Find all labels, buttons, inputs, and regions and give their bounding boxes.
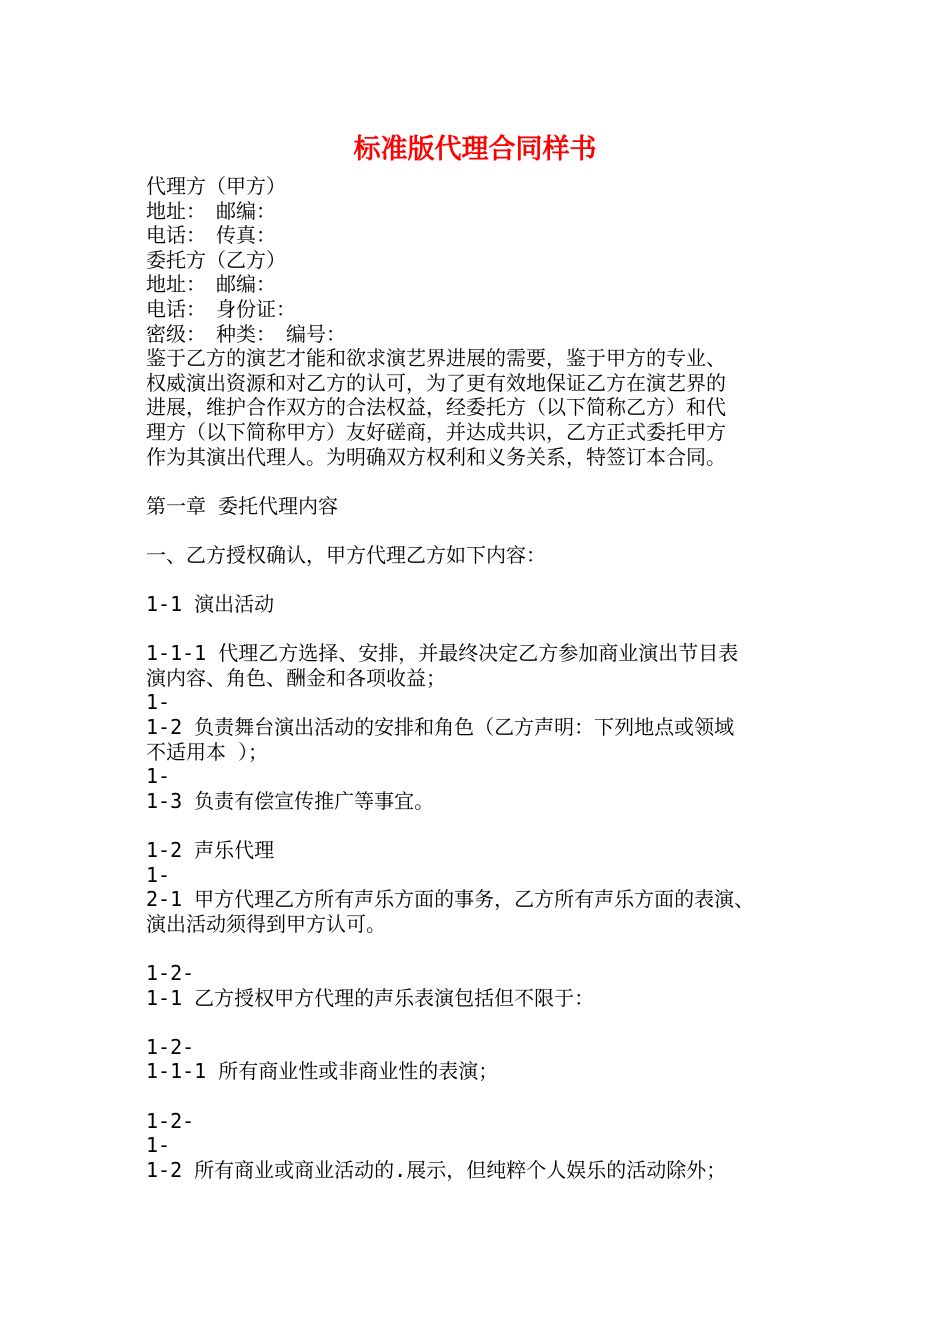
text-line: 演出活动须得到甲方认可。 <box>146 911 386 936</box>
blank-line <box>146 469 836 494</box>
text-line: 1-1-1 所有商业性或非商业性的表演； <box>146 1059 499 1084</box>
text-line: 1- <box>146 764 171 789</box>
text-line: 电话： 传真： <box>146 223 276 248</box>
text-line: 地址： 邮编： <box>146 198 276 223</box>
blank-line <box>146 1010 836 1035</box>
blank-line <box>146 936 836 961</box>
text-line: 电话： 身份证： <box>146 296 296 321</box>
text-line: 2-1 甲方代理乙方所有声乐方面的事务，乙方所有声乐方面的表演、 <box>146 887 755 912</box>
text-line: 作为其演出代理人。为明确双方权利和义务关系，特签订本合同。 <box>146 444 726 469</box>
text-line: 代理方（甲方） <box>146 174 286 198</box>
text-line: 1-1-1 代理乙方选择、安排，并最终决定乙方参加商业演出节目表 <box>146 641 739 666</box>
text-line: 1-2- <box>146 1108 195 1133</box>
text-line: 理方（以下简称甲方）友好磋商，并达成共识，乙方正式委托甲方 <box>146 419 726 444</box>
text-line: 权威演出资源和对乙方的认可，为了更有效地保证乙方在演艺界的 <box>146 370 726 395</box>
text-line: 一、乙方授权确认，甲方代理乙方如下内容： <box>146 542 546 567</box>
text-line: 1- <box>146 690 171 715</box>
text-line: 第一章 委托代理内容 <box>146 493 339 518</box>
text-line: 1-3 负责有偿宣传推广等事宜。 <box>146 788 435 813</box>
document-body <box>146 174 836 1182</box>
blank-line <box>146 813 836 838</box>
blank-line <box>146 518 836 543</box>
text-line: 演内容、角色、酬金和各项收益； <box>146 665 446 690</box>
text-line: 1-1 演出活动 <box>146 592 275 617</box>
blank-line <box>146 617 836 642</box>
text-line: 不适用本 ）； <box>146 739 269 764</box>
text-line: 密级： 种类： 编号： <box>146 321 346 346</box>
text-line: 1-2 所有商业或商业活动的.展示，但纯粹个人娱乐的活动除外； <box>146 1157 727 1182</box>
text-line: 地址： 邮编： <box>146 272 276 297</box>
text-line: 1-2 负责舞台演出活动的安排和角色（乙方声明：下列地点或领域 <box>146 715 735 740</box>
text-line: 鉴于乙方的演艺才能和欲求演艺界进展的需要，鉴于甲方的专业、 <box>146 346 726 371</box>
text-line: 1- <box>146 862 171 887</box>
text-line: 1-2- <box>146 1034 195 1059</box>
text-line: 1-2- <box>146 961 195 985</box>
document-title: 标准版代理合同样书 <box>353 134 597 165</box>
text-line: 委托方（乙方） <box>146 247 286 272</box>
text-line: 1- <box>146 1133 171 1158</box>
text-line: 进展，维护合作双方的合法权益，经委托方（以下简称乙方）和代 <box>146 395 726 420</box>
blank-line <box>146 1084 836 1109</box>
text-line: 1-1 乙方授权甲方代理的声乐表演包括但不限于： <box>146 985 595 1010</box>
text-line: 1-2 声乐代理 <box>146 838 275 863</box>
blank-line <box>146 568 836 593</box>
